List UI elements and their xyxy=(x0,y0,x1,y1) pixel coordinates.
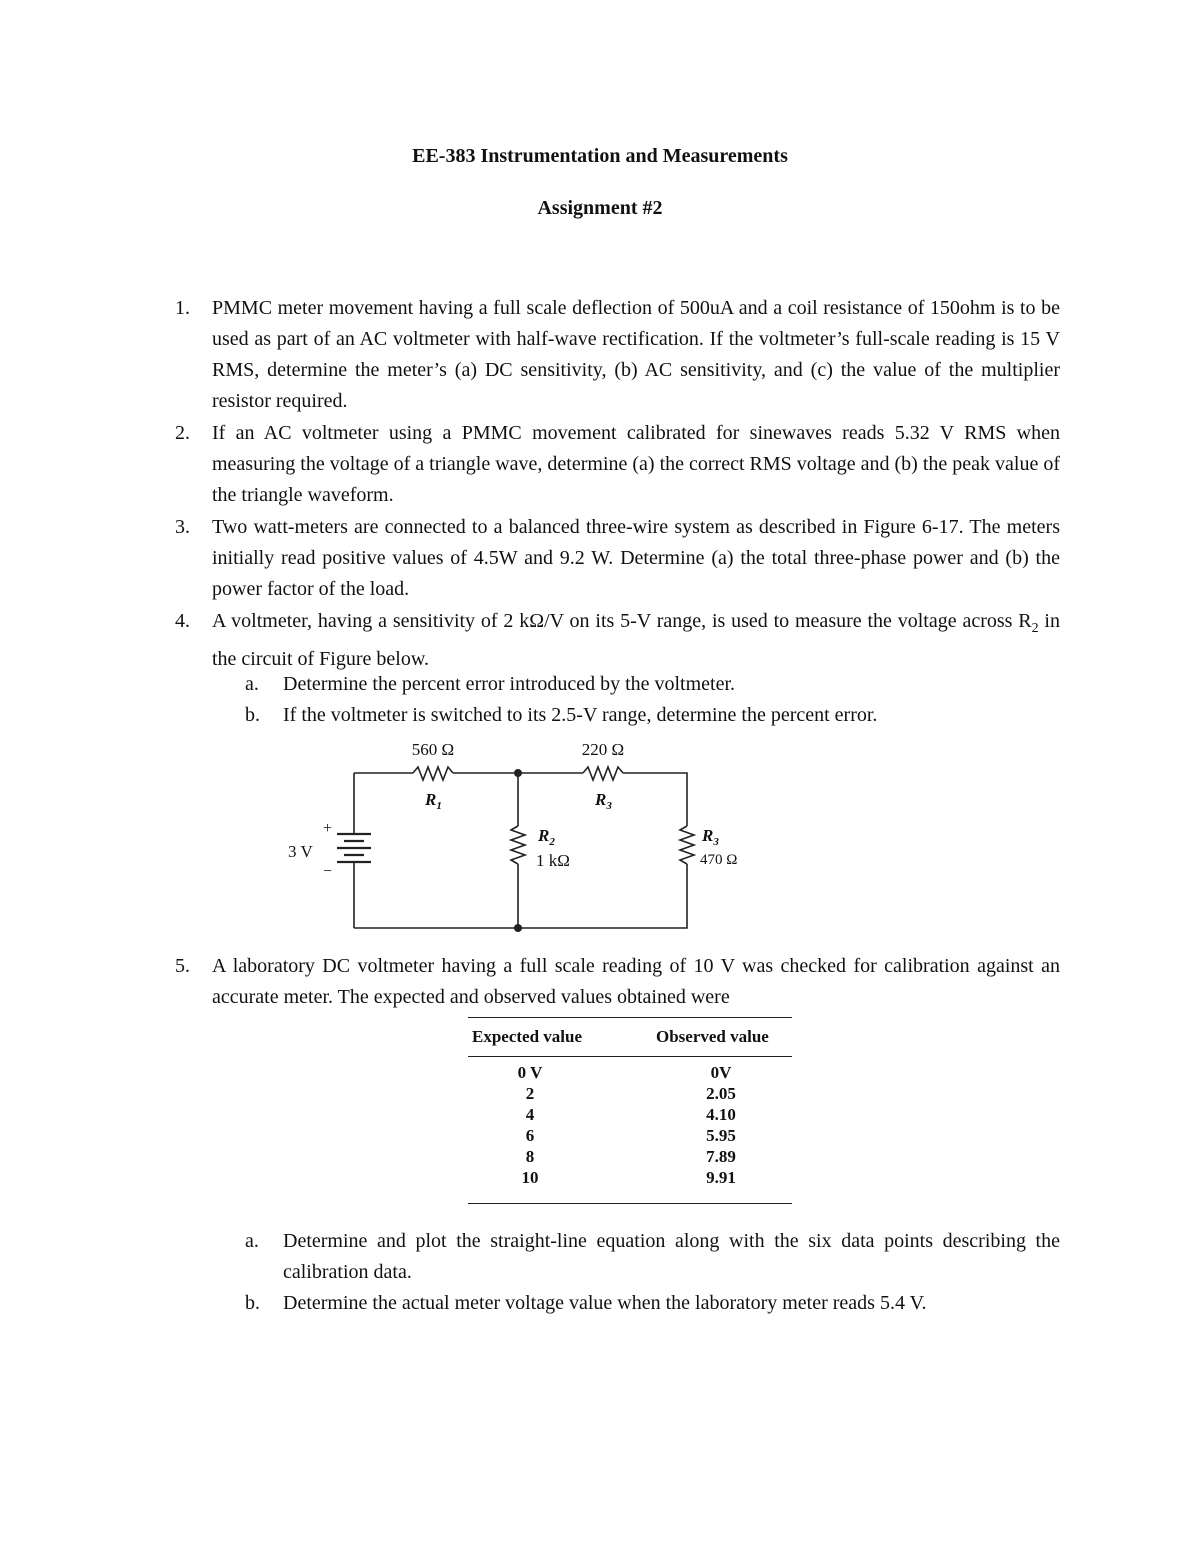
wire-right-bottom xyxy=(354,864,687,928)
source-value-label: 3 V xyxy=(288,842,313,861)
question-text: A laboratory DC voltmeter having a full scale reading of 10 V was checked for calibration against an accurate meter. The expected and observed values obtained were xyxy=(212,955,1060,1008)
resistor-r1-zigzag xyxy=(413,767,453,780)
part-text: If the voltmeter is switched to its 2.5-V range, determine the percent error. xyxy=(283,704,878,726)
question-text: If an AC voltmeter using a PMMC movement calibrated for sinewaves reads 5.32 V RMS when measuring the voltage of a triangle wave, determine (a) the correct RMS voltage and (b) the peak value of the triangle waveform. xyxy=(212,422,1060,506)
resistor-r4-zigzag xyxy=(680,826,694,864)
question-number: 1. xyxy=(175,297,190,319)
question-number: 4. xyxy=(175,610,190,632)
expected-cell: 6 xyxy=(525,1126,535,1145)
expected-cell: 2 xyxy=(525,1084,535,1103)
question-number: 2. xyxy=(175,422,190,444)
question-number: 3. xyxy=(175,516,190,538)
part-label: b. xyxy=(245,1292,260,1314)
r1-value-label: 560 Ω xyxy=(411,740,455,759)
header-expected: Expected value xyxy=(472,1027,583,1046)
resistor-r3-zigzag xyxy=(583,767,623,780)
assignment-title: Assignment #2 xyxy=(537,197,663,219)
r3-value-label: 220 Ω xyxy=(581,740,625,759)
r2-value-label: 1 kΩ xyxy=(536,851,570,870)
expected-cell: 0 V xyxy=(517,1063,543,1082)
r4-name-label: $R_3$ xyxy=(702,826,719,848)
table-row xyxy=(468,1168,792,1189)
question-text: Two watt-meters are connected to a balanced three-wire system as described in Figure 6-17. The meters initially read positive values of 4.5W and 9.2 W. Determine (a) the total three-phase power and (b) the power factor of the load. xyxy=(212,516,1060,600)
observed-cell: 7.89 xyxy=(706,1147,736,1166)
observed-cell: 0V xyxy=(710,1063,732,1082)
part-text: Determine and plot the straight-line equation along with the six data points describing the calibration data. xyxy=(283,1230,1060,1283)
source-plus-label: + xyxy=(323,820,333,837)
observed-cell: 9.91 xyxy=(706,1168,736,1187)
question-5 xyxy=(175,951,1060,1013)
table-header-rule xyxy=(468,1056,792,1057)
part-text: Determine the actual meter voltage value when the laboratory meter reads 5.4 V. xyxy=(283,1292,927,1314)
battery-symbol xyxy=(337,834,371,862)
junction-bottom xyxy=(514,924,522,932)
question-text: PMMC meter movement having a full scale deflection of 500uA and a coil resistance of 150ohm is to be used as part of an AC voltmeter with half-wave rectification. If the voltmeter’s full-scale reading is 15 V RMS, determine the meter’s (a) DC sensitivity, (b) AC sensitivity, and (c) the value of the multiplier resistor required. xyxy=(212,297,1060,412)
r4-value-label: 470 Ω xyxy=(700,852,738,868)
expected-cell: 4 xyxy=(525,1105,535,1124)
wire-top-right xyxy=(623,773,687,826)
part-text: Determine the percent error introduced by the voltmeter. xyxy=(283,673,736,695)
course-title: EE-383 Instrumentation and Measurements xyxy=(412,145,788,167)
expected-cell: 10 xyxy=(521,1168,539,1187)
observed-cell: 4.10 xyxy=(706,1105,736,1124)
r3-name-label: $R_3$ xyxy=(595,790,612,812)
table-bottom-rule xyxy=(468,1203,792,1204)
table-row xyxy=(468,1084,792,1105)
resistor-r2-zigzag xyxy=(511,826,525,864)
table-row xyxy=(468,1126,792,1147)
r2-name-label: $R_2$ xyxy=(538,826,555,848)
part-label: b. xyxy=(245,704,260,726)
question-5-part-a xyxy=(245,1226,1060,1288)
observed-cell: 5.95 xyxy=(706,1126,736,1145)
header-observed: Observed value xyxy=(656,1027,769,1046)
table-row xyxy=(468,1063,792,1084)
r1-name-label: $R_1$ xyxy=(425,790,442,812)
source-minus-label: − xyxy=(323,863,333,880)
observed-cell: 2.05 xyxy=(706,1084,736,1103)
junction-top xyxy=(514,769,522,777)
table-row xyxy=(468,1105,792,1126)
table-top-rule xyxy=(468,1017,792,1018)
part-label: a. xyxy=(245,673,259,695)
expected-cell: 8 xyxy=(525,1147,535,1166)
question-number: 5. xyxy=(175,955,190,977)
part-label: a. xyxy=(245,1230,259,1252)
question-text: A voltmeter, having a sensitivity of 2 kΩ/V on its 5-V range, is used to measure the voltage across $R_2$ in the circuit of Figure below. xyxy=(212,610,1060,670)
table-row xyxy=(468,1147,792,1168)
